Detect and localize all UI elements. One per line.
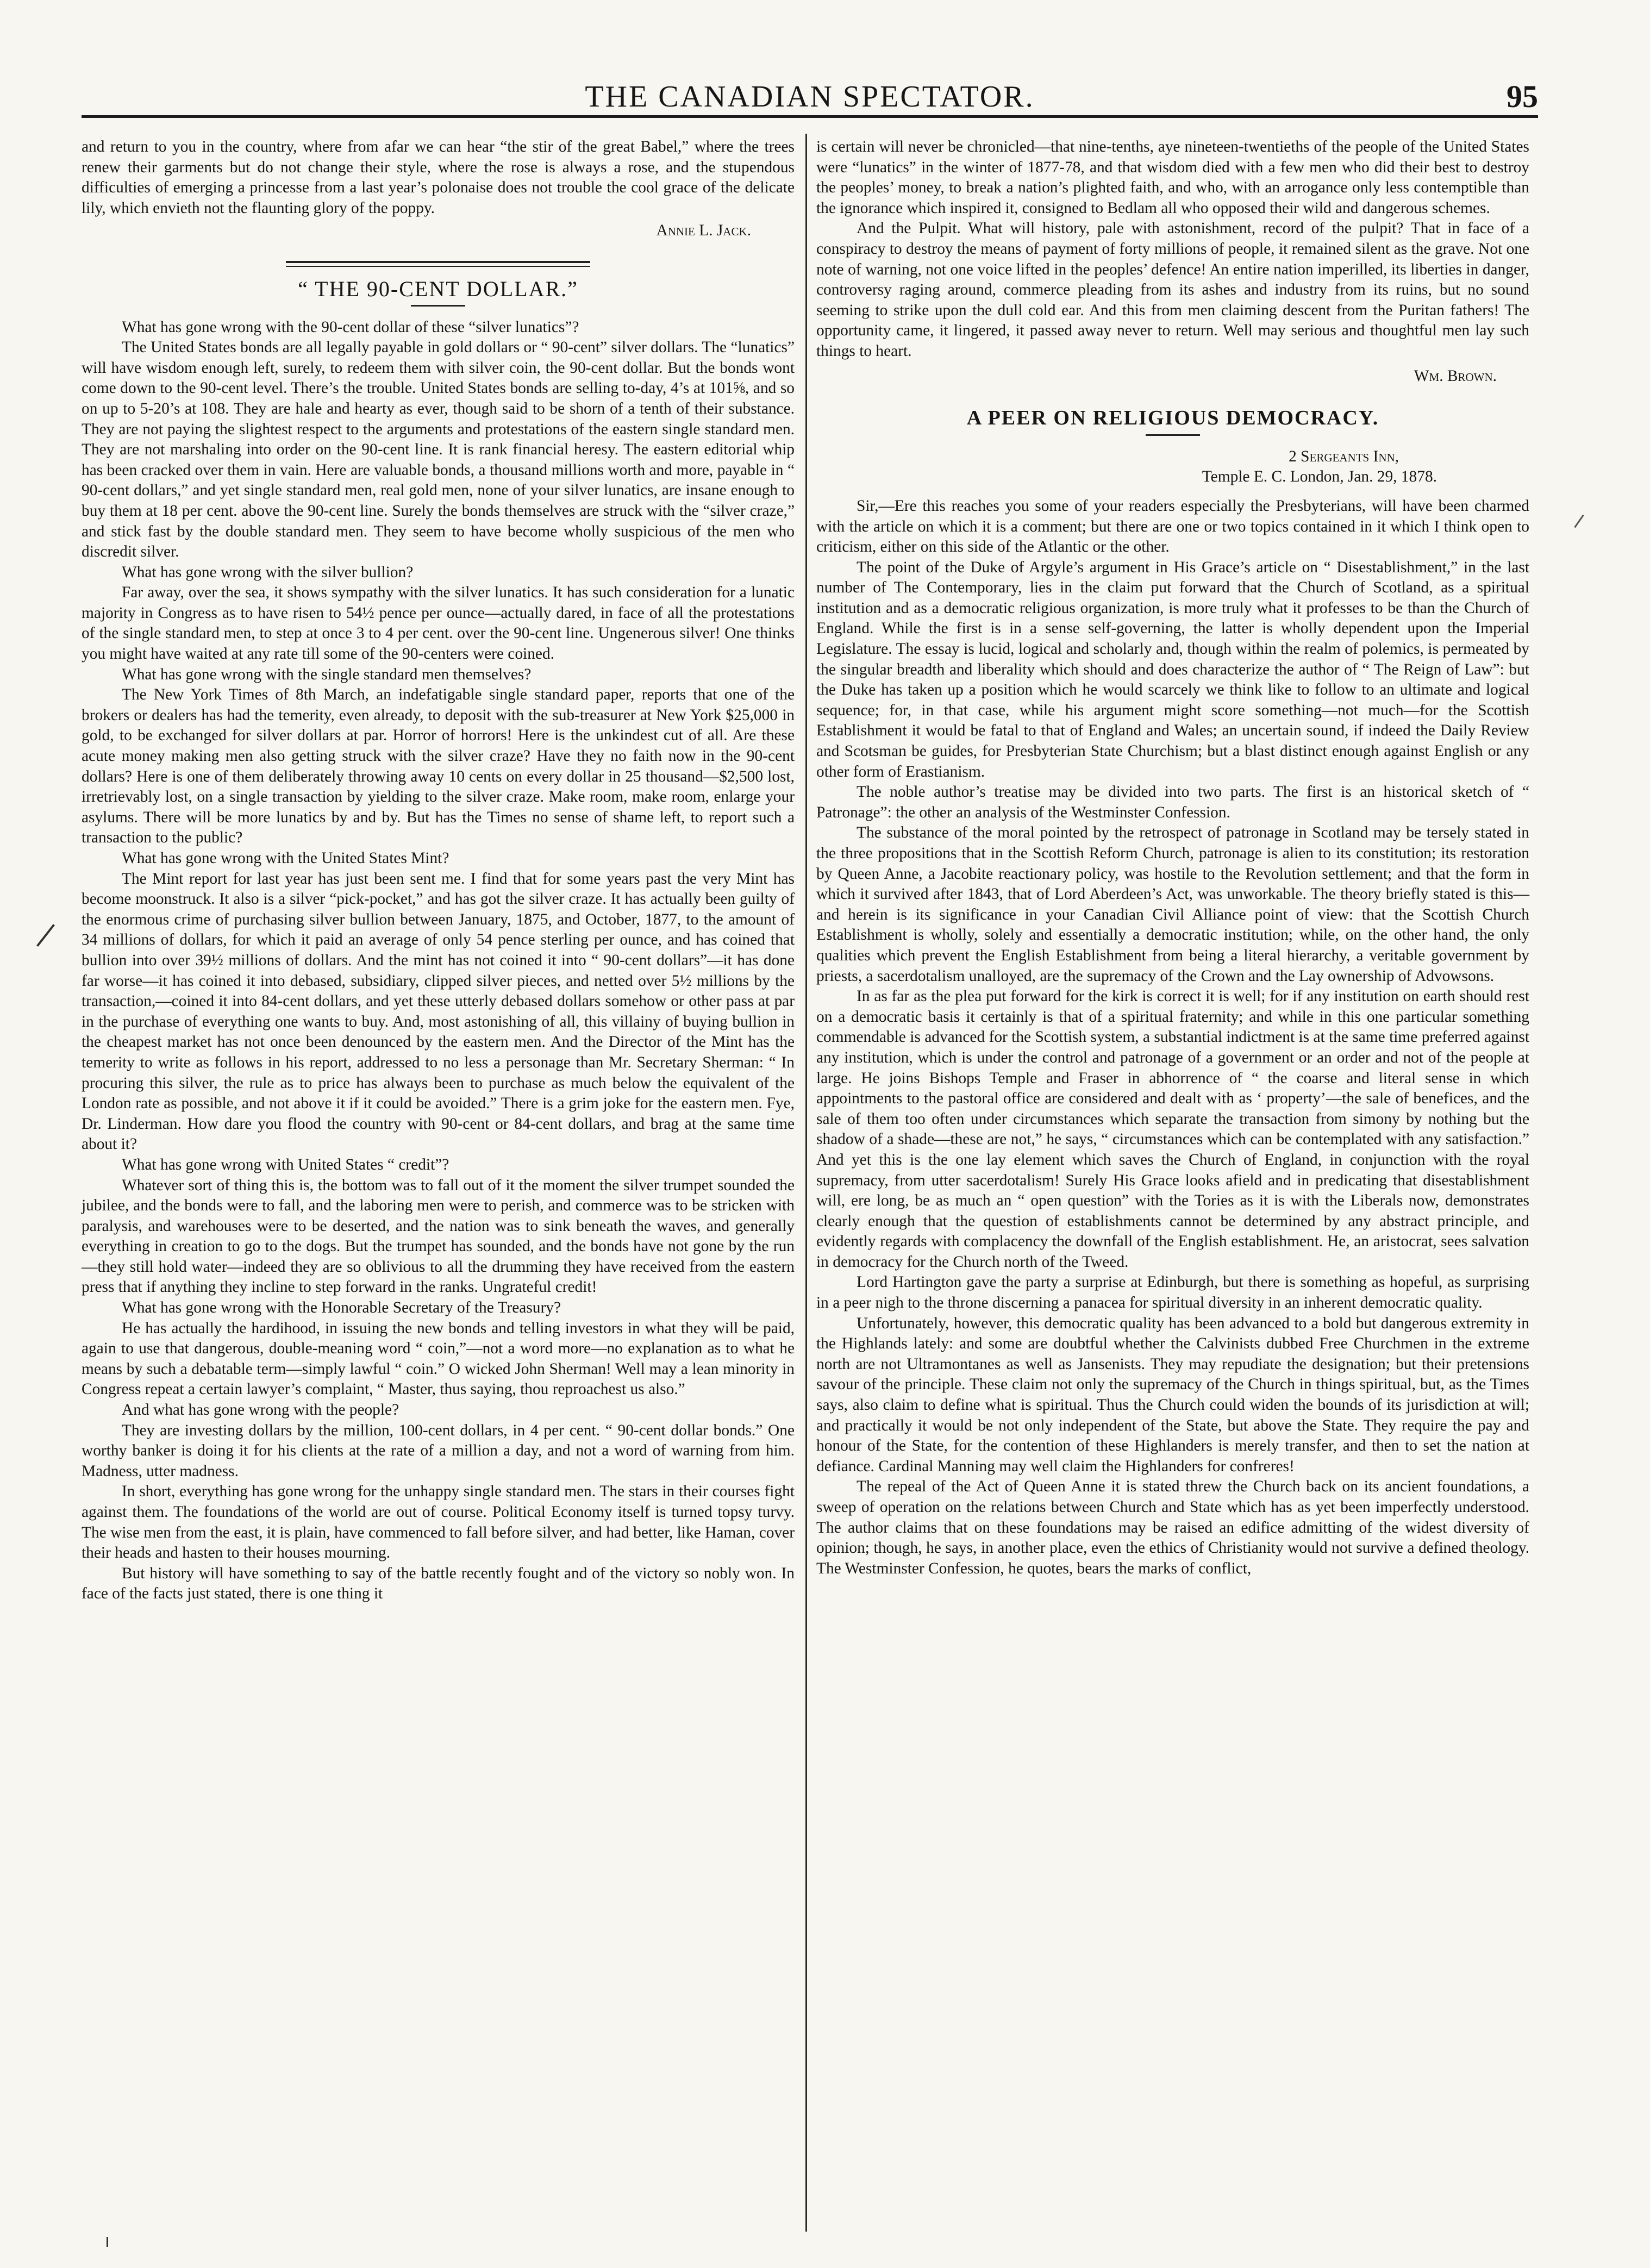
article-paragraph: Unfortunately, however, this democratic quality has been advanced to a bold but dangerous extremity in the Highlands lately: and some are doubtful whether the Calvinists dubbed Free Churchmen in the extreme north are not Ultramontanes as well as Jansenists. They may repudiate the designation; but their pretensions savour of the principle. These claim not only the supremacy of the Church in things spiritual, but, as the Times says, also claim to define what is spiritual. Thus the Church could widen the bounds of its jurisdiction at will; and practically it would be not only independent of the State, but above the State. They require the pay and honour of the State, for the contention of these Highlanders is merely transfer, and then to set the nation at defiance. Cardinal Manning may well claim the Highlanders for confreres! — [816, 1314, 1529, 1475]
article-paragraph: The New York Times of 8th March, an indefatigable single standard paper, reports that one of the brokers or dealers has had the temerity, even already, to deposit with the sub-treasurer at New York $25,000 in gold, to be exchanged for silver dollars at par. Horror of horrors! Here is the unkindest cut of all. Are these acute money making men also getting struck with the silver craze? Have they no faith now in the 90-cent dollars? Here is one of them deliberately throwing away 10 cents on every dollar in 25 thousand—$2,500 lost, irretrievably lost, on a single transaction by yielding to the silver craze. Make room, make room, enlarge your asylums. There will be more lunatics by and by. But has the Times no sense of shame left, to report such a transaction to the public? — [82, 686, 795, 847]
column-divider — [805, 134, 807, 2232]
title-rule — [1146, 434, 1200, 436]
margin-mark — [107, 2237, 108, 2247]
article-title: “ THE 90-CENT DOLLAR.” — [298, 276, 578, 301]
intro-signature: Annie L. Jack. — [656, 222, 751, 240]
continuation-paragraph: is certain will never be chronicled—that nine-tenths, aye nineteen-twentieths of the people of the United States were “lunatics” in the winter of 1877-78, and that wisdom died with a few men who did their best to destroy the peoples’ money, to break a nation’s plighted faith, and who, with an arrogance only less contemptible than the ignorance which inspired it, consigned to Bedlam all who opposed their wild and dangerous schemes. — [816, 138, 1529, 217]
article-paragraph: And the Pulpit. What will history, pale with astonishment, record of the pulpit? That in face of a conspiracy to destroy the means of payment of forty millions of people, it remained silent as the grave. Not one note of warning, not one voice lifted in the peoples’ defence! An entire nation imperilled, its liberties in danger, controversy raging around, commerce pleading from its ashes and industry from its ruins, but no sound seeming to strike upon the dull cold ear. And this from men claiming descent from the Puritan fathers! The opportunity came, it lingered, it passed away never to return. Well may serious and thoughtful men lay such things to heart. — [816, 220, 1529, 360]
article-paragraph: The substance of the moral pointed by the retrospect of patronage in Scotland may be tersely stated in the three propositions that in the Scottish Reform Church, patronage is alien to its constitution; its restoration by Queen Anne, a Jacobite reactionary policy, was hostile to the Revolution settlement; and that the form in which it survived after 1843, that of Lord Aberdeen’s Act, was unworkable. The theory briefly stated is this—and herein is its significance in your Canadian Civil Alliance point of view: that the Scottish Church Establishment is wholly, solely and essentially a democratic institution; while, on the other hand, the only qualities which prevent the English Establishment from being a literal hierarchy, a veritable government by priests, a sacerdotalism unalloyed, are the supremacy of the Crown and the Lay ownership of Advowsons. — [816, 824, 1529, 985]
article-paragraph: The repeal of the Act of Queen Anne it is stated threw the Church back on its ancient foundations, a sweep of operation on the relations between Church and State which has as yet been imperfectly understood. The author claims that on these foundations may be raised an edifice admitting of the widest diversity of opinion; though, he says, in another place, even the ethics of Christianity would not survive a defined theology. The Westminster Confession, he quotes, bears the marks of conflict, — [816, 1478, 1529, 1577]
article-paragraph: The noble author’s treatise may be divided into two parts. The first is an historical sketch of “ Patronage”: the other an analysis of the Westminster Confession. — [816, 783, 1529, 821]
section-rule — [286, 261, 590, 267]
article-paragraph: What has gone wrong with the Honorable Secretary of the Treasury? — [122, 1299, 561, 1317]
article-paragraph: Whatever sort of thing this is, the bottom was to fall out of it the moment the silver trumpet sounded the jubilee, and the bonds were to fall, and the laboring men were to perish, and commerce was to be stricken with paralysis, and warehouses were to be deserted, and the nation was to sink beneath the waves, and generally everything in creation to go to the dogs. But the trumpet has sounded, and the bonds have not gone by the run—they still hold water—indeed they are so oblivious to all the drumming they have received from the eastern press that if anything they incline to step forward in the ranks. Ungrateful credit! — [82, 1176, 795, 1296]
article-paragraph: Lord Hartington gave the party a surprise at Edinburgh, but there is something as hopeful, as surprising in a peer nigh to the throne discerning a panacea for spiritual diversity in an inherent democratic quality. — [816, 1273, 1529, 1312]
page-number: 95 — [1507, 79, 1538, 114]
article-paragraph: Sir,—Ere this reaches you some of your readers especially the Presbyterians, will have been charmed with the article on which it is a comment; but there are one or two topics contained in it which I think open to criticism, either on this side of the Atlantic or the other. — [816, 497, 1529, 556]
article-paragraph: The point of the Duke of Argyle’s argument in His Grace’s article on “ Disestablishment,” in the last number of The Contemporary, lies in the claim put forward that the Church of Scotland, as a spiritual institution and as a democratic religious organization, is more truly what it professes to be than the Church of England. While the first is in a sense self-governing, the latter is wholly dependent upon the Imperial Legislature. The essay is lucid, logical and scholarly and, though within the realm of polemics, is permeated by the singular breadth and liberality which should and does characterize the author of “ The Reign of Law”: but the Duke has taken up a position which he would scarcely we think like to follow to an ultimate and logical sequence; for, in that case, while his argument might score something—not much—for the Scottish Establishment it would be fatal to that of England and Wales; an uncertain sound, if indeed the Daily Review and Scotsman be guides, for Presbyterian State Churchism; but a blast distinct enough against English or any other form of Erastianism. — [816, 558, 1529, 780]
pencil-mark — [1574, 515, 1584, 528]
article-paragraph: What has gone wrong with the single standard men themselves? — [122, 665, 532, 683]
article-title: A PEER ON RELIGIOUS DEMOCRACY. — [966, 407, 1379, 430]
pencil-mark — [36, 924, 55, 947]
masthead — [82, 76, 1538, 118]
right-column — [816, 137, 1529, 1579]
article-paragraph: What has gone wrong with United States “ credit”? — [122, 1155, 449, 1173]
intro-paragraph: and return to you in the country, where from afar we can hear “the stir of the great Babel,” where the trees renew their garments but do not change their style, where the rose is always a rose, and the stupendous difficulties of emerging a princesse from a last year’s polonaise does not trouble the cool grace of the delicate lily, which envieth not the flaunting glory of the poppy. — [82, 138, 795, 217]
letter-dateline: Temple E. C. London, Jan. 29, 1878. — [1202, 468, 1437, 486]
left-column — [82, 137, 795, 1604]
article-paragraph: The Mint report for last year has just been sent me. I find that for some years past the very Mint has become moonstruck. It also is a silver “pick-pocket,” and has got the silver craze. It has actually been guilty of the enormous crime of purchasing silver bullion between January, 1875, and October, 1877, to the amount of 34 millions of dollars, for which it paid an average of only 54 pence sterling per ounce, and has coined that bullion into over 39½ millions of dollars. And the mint has not coined it into “ 90-cent dollars”—it has done far worse—it has coined it into debased, subsidiary, clipped silver pieces, and netted over 5½ millions by the transaction,—coined it into 84-cent dollars, and yet these utterly debased dollars somehow or other pass at par in the purchase of everything one wants to buy. And, most astonishing of all, this villainy of buying bullion in the cheapest market has not once been denounced by the eastern men. And the Director of the Mint has the temerity to write as follows in his report, addressed to no less a personage than Mr. Secretary Sherman: “ In procuring this silver, the rule as to price has always been to purchase as much below the equivalent of the London rate as possible, and not above it if it could be avoided.” There is a grim joke for the eastern men. Fye, Dr. Linderman. How dare you flood the country with 90-cent or 84-cent dollars, and brag at the same time about it? — [82, 870, 795, 1153]
article-paragraph: In as far as the plea put forward for the kirk is correct it is well; for if any institution on earth should rest on a democratic basis it certainly is that of a spiritual fraternity; and while in this one particular something commendable is advanced for the Scottish system, a substantial indictment is at the same time preferred against any institution, which is under the control and patronage of a government or an order and not of the people at large. He joins Bishops Temple and Fraser in abhorrence of “ the coarse and literal sense in which appointments to the pastoral office are considered and dealt with as ‘ property’—the sale of benefices, and the sale of them too often under circumstances which separate the transaction from simony by nothing but the shadow of a shade—these are not,” he says, “ circumstances which can be contemplated with any satisfaction.” And yet this is the one lay element which saves the Church of England, in conjunction with the royal supremacy, from utter sacerdotalism! Surely His Grace looks afield and in predicating that disestablishment will, ere long, be as much an “ open question” with the Tories as it is with the Liberals now, demonstrates clearly enough that the question of establishments cannot be determined by any abstract principle, and evidently regards with complacency the downfall of the English establishment. He, an aristocrat, sees salvation in democracy for the Church north of the Tweed. — [816, 988, 1529, 1271]
letter-address: 2 Sergeants Inn, — [1289, 447, 1399, 465]
article-paragraph: He has actually the hardihood, in issuing the new bonds and telling investors in what they will be paid, again to use that dangerous, double-meaning word “ coin,”—not a word more—no explanation as to what he means by such a debatable term—simply lawful “ coin.” O wicked John Sherman! Well may a lean minority in Congress repeat a certain lawyer’s complaint, “ Master, thus saying, thou reproachest us also.” — [82, 1319, 795, 1398]
publication-title: THE CANADIAN SPECTATOR. — [585, 80, 1035, 114]
article-signature: Wm. Brown. — [1414, 367, 1497, 385]
article-paragraph: What has gone wrong with the 90-cent dollar of these “silver lunatics”? — [122, 318, 579, 336]
article-paragraph: What has gone wrong with the silver bullion? — [122, 563, 414, 581]
title-rule — [411, 305, 465, 307]
article-paragraph: The United States bonds are all legally payable in gold dollars or “ 90-cent” silver dollars. The “lunatics” will have wisdom enough left, surely, to redeem them with silver coin, the 90-cent dollar. But the bonds wont come down to the 90-cent level. There’s the trouble. United States bonds are selling to-day, 4’s at 101⅝, and so on up to 5-20’s at 108. They are hale and hearty as ever, though said to be shorn of a tenth of their substance. They are not paying the slightest respect to the arguments and protestations of the eastern single standard men. They are not marshaling into order on the 90-cent line. It is rank financial heresy. The eastern editorial whip has been cracked over them in vain. Here are valuable bonds, a thousand millions worth and more, payable in “ 90-cent dollars,” and yet single standard men, real gold men, none of your silver lunatics, are insane enough to buy them at 18 per cent. above the 90-cent line. Surely the bonds themselves are struck with the “silver craze,” and stick fast by the double standard men. They seem to have become wholly suspicious of the men who discredit silver. — [82, 339, 795, 561]
article-paragraph: And what has gone wrong with the people? — [122, 1401, 399, 1419]
article-paragraph: In short, everything has gone wrong for the unhappy single standard men. The stars in their courses fight against them. The foundations of the world are out of course. Political Economy itself is turned topsy turvy. The wise men from the east, it is plain, have commenced to fall before silver, and had better, like Haman, cover their heads and hasten to their houses mourning. — [82, 1483, 795, 1562]
article-paragraph: Far away, over the sea, it shows sympathy with the silver lunatics. It has such consideration for a lunatic majority in Congress as to have risen to 54½ pence per ounce—actually dared, in face of all the protestations of the single standard men, to step at once 3 to 4 per cent. over the 90-cent line. Ungenerous silver! One thinks you might have waited at any rate till some of the 90-centers were coined. — [82, 584, 795, 663]
article-paragraph: But history will have something to say of the battle recently fought and of the victory so nobly won. In face of the facts just stated, there is one thing it — [82, 1564, 795, 1603]
article-paragraph: What has gone wrong with the United States Mint? — [122, 849, 449, 867]
article-paragraph: They are investing dollars by the million, 100-cent dollars, in 4 per cent. “ 90-cent dollar bonds.” One worthy banker is doing it for his clients at the rate of a million a day, and not a word of warning from him. Madness, utter madness. — [82, 1421, 795, 1480]
